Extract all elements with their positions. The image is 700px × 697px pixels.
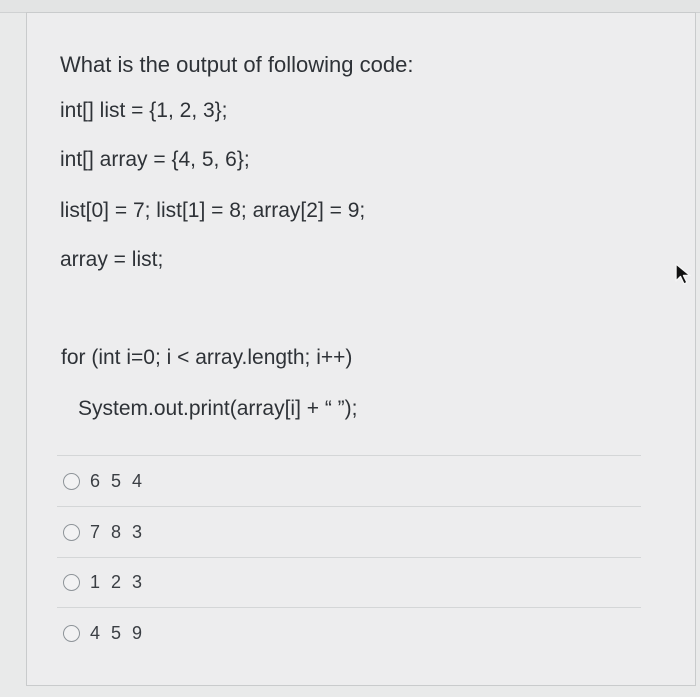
answer-option-4[interactable]: [63, 620, 145, 646]
option-divider: [57, 506, 641, 507]
radio-button-icon[interactable]: [63, 574, 80, 591]
option-divider: [57, 557, 641, 558]
code-line-6: System.out.print(array[i] + “ ”);: [78, 397, 358, 420]
mouse-pointer-icon: [674, 262, 696, 291]
code-line-2: int[] array = {4, 5, 6};: [60, 148, 250, 171]
code-line-3: list[0] = 7; list[1] = 8; array[2] = 9;: [60, 199, 366, 222]
answer-option-label: 6 5 4: [90, 470, 146, 491]
answer-option-2[interactable]: [63, 519, 145, 545]
answer-option-1[interactable]: [63, 468, 145, 494]
radio-button-icon[interactable]: [63, 473, 80, 490]
question-title: What is the output of following code:: [60, 52, 414, 77]
option-divider: [57, 455, 641, 456]
radio-button-icon[interactable]: [63, 625, 80, 642]
code-line-4: array = list;: [60, 248, 164, 271]
option-divider: [57, 607, 641, 608]
answer-option-label: 1 2 3: [90, 571, 146, 592]
answer-option-3[interactable]: [63, 569, 145, 595]
code-line-1: int[] list = {1, 2, 3};: [60, 99, 228, 122]
answer-option-label: 4 5 9: [90, 622, 146, 643]
answer-option-label: 7 8 3: [90, 521, 146, 542]
code-line-5: for (int i=0; i < array.length; i++): [61, 346, 353, 369]
radio-button-icon[interactable]: [63, 524, 80, 541]
